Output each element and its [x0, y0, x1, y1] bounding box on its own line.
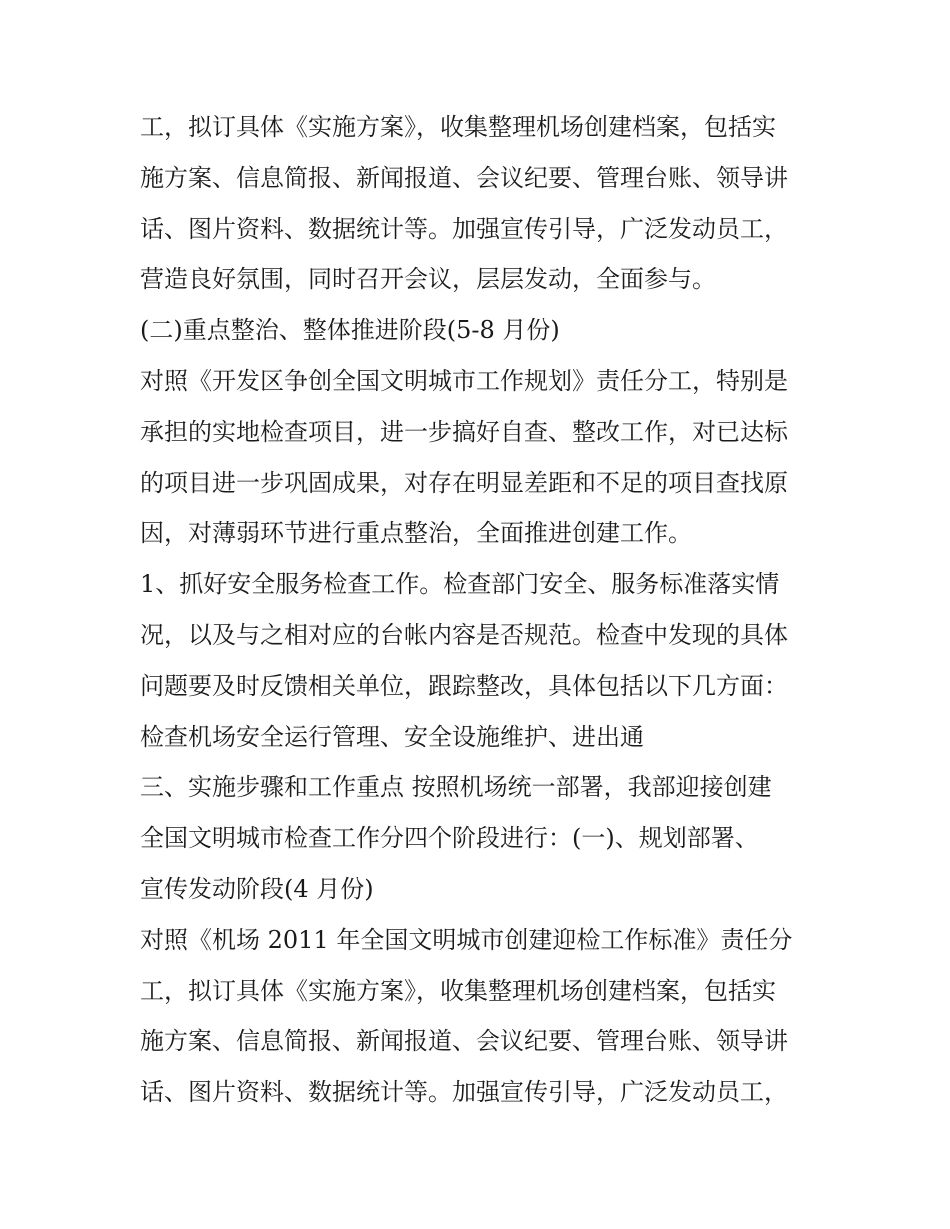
section-heading: (二)重点整治、整体推进阶段(5-8 月份)	[140, 316, 560, 345]
text-line: 承担的实地检查项目，进一步搞好自查、整改工作，对已达标	[140, 417, 788, 446]
text-line: 的项目进一步巩固成果，对存在明显差距和不足的项目查找原	[140, 468, 788, 497]
text-line: 况，以及与之相对应的台帐内容是否规范。检查中发现的具体	[140, 620, 788, 649]
text-line: 工，拟订具体《实施方案》，收集整理机场创建档案，包括实	[140, 113, 776, 141]
text-line: 话、图片资料、数据统计等。加强宣传引导，广泛发动员工，	[140, 1078, 788, 1107]
text-line: 因，对薄弱环节进行重点整治，全面推进创建工作。	[140, 519, 692, 548]
text-line: 全国文明城市检查工作分四个阶段进行：(一)、规划部署、	[140, 824, 759, 853]
text-line: 宣传发动阶段(4 月份)	[140, 874, 374, 903]
text-line: 话、图片资料、数据统计等。加强宣传引导，广泛发动员工，	[140, 214, 788, 243]
section-heading: 三、实施步骤和工作重点 按照机场统一部署，我部迎接创建	[140, 773, 772, 802]
text-line: 施方案、信息简报、新闻报道、会议纪要、管理台账、领导讲	[140, 163, 788, 192]
text-line: 检查机场安全运行管理、安全设施维护、进出通	[140, 722, 644, 751]
text-line: 营造良好氛围，同时召开会议，层层发动，全面参与。	[140, 265, 716, 294]
list-item-heading: 1、抓好安全服务检查工作。检查部门安全、服务标准落实情	[140, 570, 780, 599]
text-line: 问题要及时反馈相关单位，跟踪整改，具体包括以下几方面：	[140, 671, 788, 700]
text-line: 对照《开发区争创全国文明城市工作规划》责任分工，特别是	[140, 366, 788, 395]
text-line: 施方案、信息简报、新闻报道、会议纪要、管理台账、领导讲	[140, 1027, 788, 1056]
text-line: 对照《机场 2011 年全国文明城市创建迎检工作标准》责任分	[140, 925, 793, 954]
document-body	[140, 102, 830, 1118]
text-line: 工，拟订具体《实施方案》，收集整理机场创建档案，包括实	[140, 976, 776, 1005]
